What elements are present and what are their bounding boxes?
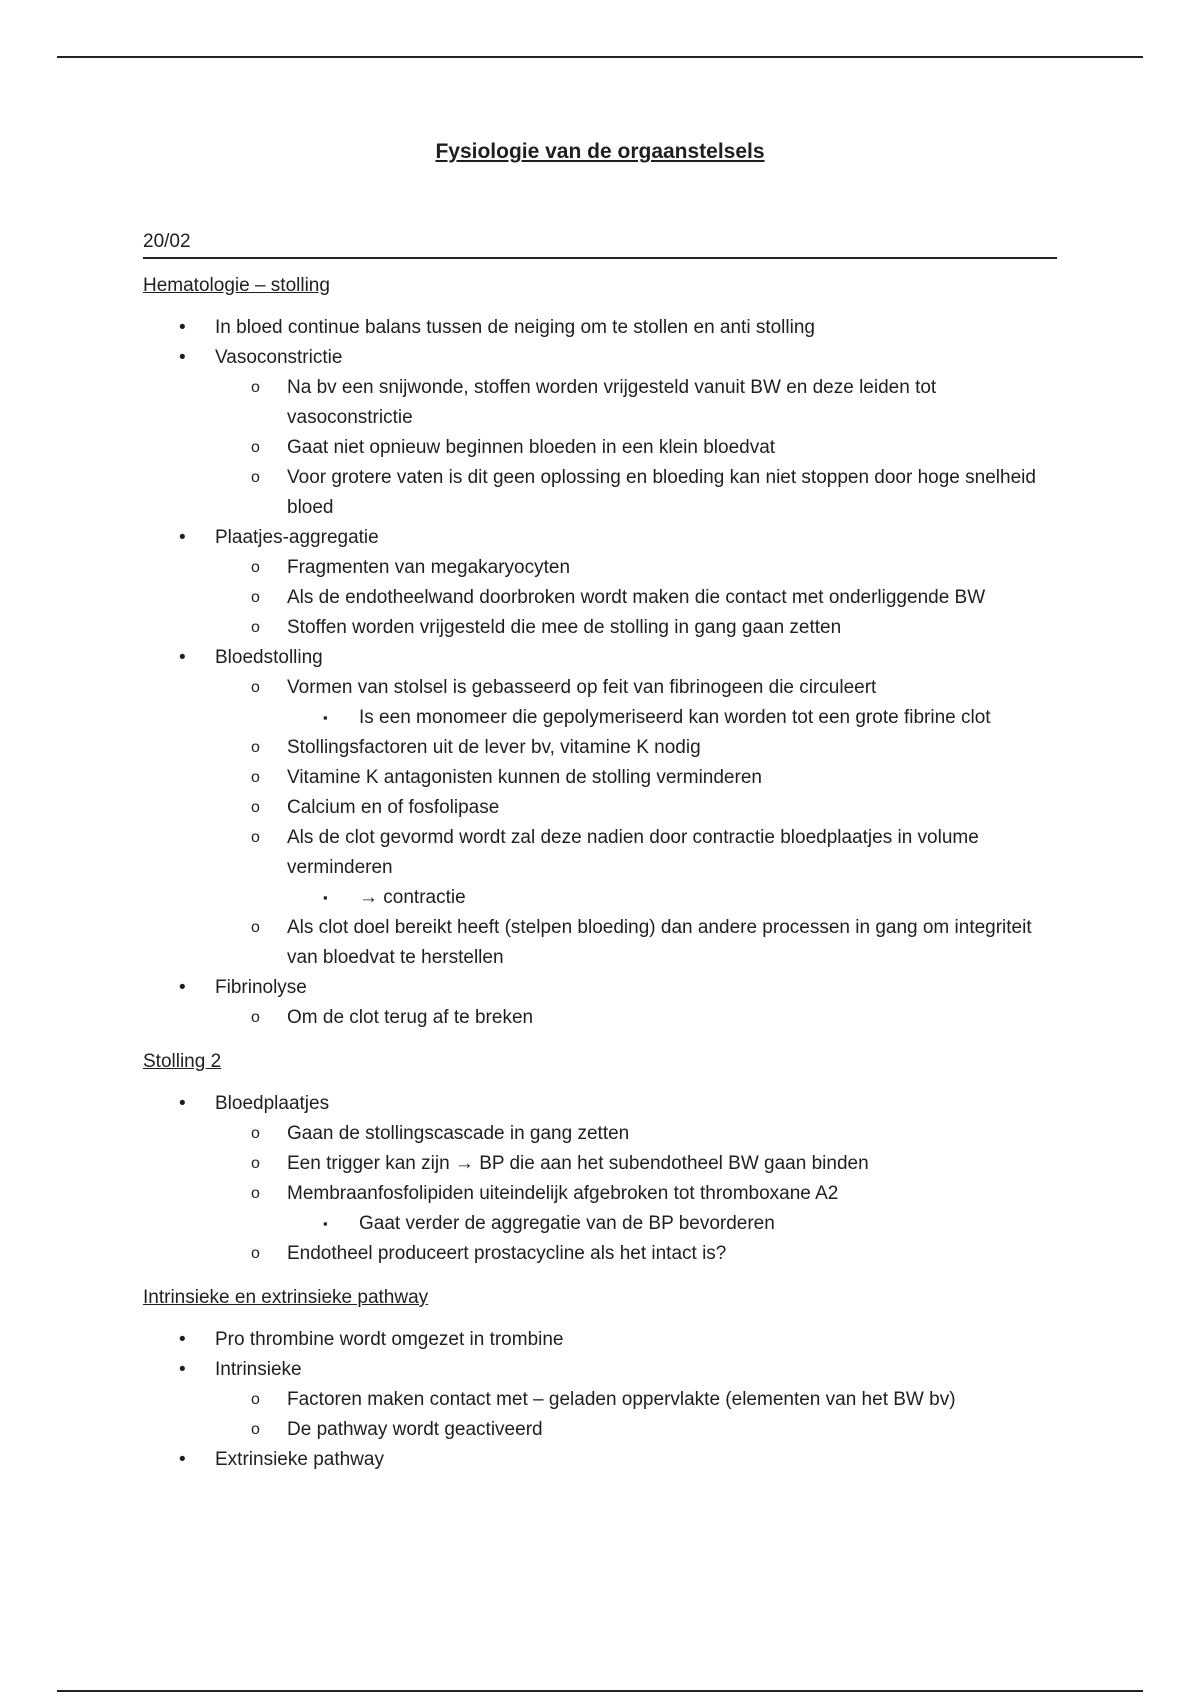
list-item-text: Vormen van stolsel is gebasseerd op feit van fibrinogeen die circuleert [287,677,877,698]
bullet-circle-icon: o [251,469,260,486]
bullet-list-level-3 [287,883,1057,913]
list-item [287,703,1057,733]
bullet-circle-icon: o [251,589,260,606]
list-item [215,553,1057,583]
list-item-text: Extrinsieke pathway [215,1449,384,1470]
list-item-text: Plaatjes-aggregatie [215,527,379,548]
top-rule [57,56,1143,58]
list-item-text: Fragmenten van megakaryocyten [287,557,571,578]
list-item-text: → contractie [359,887,466,908]
bullet-list-level-3 [287,1209,1057,1239]
list-item [215,913,1057,973]
list-item [215,1239,1057,1269]
list-item [215,733,1057,763]
list-item-text: De pathway wordt geactiveerd [287,1419,543,1440]
list-item-text: Calcium en of fosfolipase [287,797,500,818]
bullet-circle-icon: o [251,1185,260,1202]
bullet-circle-icon: o [251,1245,260,1262]
list-item [143,643,1057,973]
list-item [215,463,1057,523]
list-item-text: Als de endotheelwand doorbroken wordt maken die contact met onderliggende BW [287,587,986,608]
bottom-rule [57,1690,1143,1692]
bullet-circle-icon: o [251,919,260,936]
list-item-text: Pro thrombine wordt omgezet in trombine [215,1329,564,1350]
list-item-text: Factoren maken contact met – geladen oppervlakte (elementen van het BW bv) [287,1389,956,1410]
list-item-text: Stollingsfactoren uit de lever bv, vitamine K nodig [287,737,701,758]
bullet-circle-icon: o [251,739,260,756]
bullet-dot-icon: • [179,347,186,368]
bullet-circle-icon: o [251,1421,260,1438]
bullet-list-level-2 [215,1385,1057,1445]
bullet-list-level-2 [215,553,1057,643]
list-item-text: Om de clot terug af te breken [287,1007,534,1028]
bullet-circle-icon: o [251,829,260,846]
bullet-list-level-1 [143,313,1057,1033]
list-item [215,613,1057,643]
bullet-dot-icon: • [179,1359,186,1380]
list-item-text: Endotheel produceert prostacycline als het intact is? [287,1243,727,1264]
bullet-circle-icon: o [251,769,260,786]
document-body [143,140,1057,1493]
list-item-text: Voor grotere vaten is dit geen oplossing en bloeding kan niet stoppen door hoge snelheid bloed [287,467,1036,518]
bullet-dot-icon: • [179,317,186,338]
bullet-dot-icon: • [179,977,186,998]
section [143,1051,1057,1269]
list-item [215,673,1057,733]
list-item [215,1415,1057,1445]
list-item [215,1179,1057,1239]
bullet-list-level-2 [215,373,1057,523]
section-heading: Hematologie – stolling [143,275,330,296]
list-item-text: Vasoconstrictie [215,347,343,368]
list-item-text: Gaan de stollingscascade in gang zetten [287,1123,630,1144]
bullet-dot-icon: • [179,647,186,668]
bullet-square-icon: ▪ [323,890,328,905]
bullet-circle-icon: o [251,559,260,576]
list-item-text: Als de clot gevormd wordt zal deze nadien door contractie bloedplaatjes in volume verminderen [287,827,979,878]
bullet-circle-icon: o [251,1009,260,1026]
bullet-circle-icon: o [251,1391,260,1408]
list-item [143,523,1057,643]
bullet-dot-icon: • [179,527,186,548]
section-heading: Stolling 2 [143,1051,222,1072]
list-item [215,1149,1057,1179]
section [143,275,1057,1033]
bullet-square-icon: ▪ [323,1216,328,1231]
bullet-list-level-1 [143,1325,1057,1475]
sections-container [143,275,1057,1475]
bullet-dot-icon: • [179,1093,186,1114]
list-item-text: Membraanfosfolipiden uiteindelijk afgebroken tot thromboxane A2 [287,1183,839,1204]
list-item [143,1445,1057,1475]
list-item-text: Gaat niet opnieuw beginnen bloeden in een klein bloedvat [287,437,776,458]
list-item-text: Gaat verder de aggregatie van de BP bevorderen [359,1213,775,1234]
bullet-circle-icon: o [251,439,260,456]
bullet-list-level-2 [215,1003,1057,1033]
bullet-circle-icon: o [251,799,260,816]
bullet-list-level-2 [215,673,1057,973]
list-item [143,343,1057,523]
date-line: 20/02 [143,231,1057,259]
list-item [287,1209,1057,1239]
list-item [215,1385,1057,1415]
list-item-text: Bloedstolling [215,647,323,668]
list-item-text: Intrinsieke [215,1359,302,1380]
bullet-circle-icon: o [251,1155,260,1172]
section [143,1287,1057,1475]
list-item-text: Stoffen worden vrijgesteld die mee de stolling in gang gaan zetten [287,617,842,638]
bullet-list-level-1 [143,1089,1057,1269]
list-item [215,793,1057,823]
list-item-text: Na bv een snijwonde, stoffen worden vrijgesteld vanuit BW en deze leiden tot vasoconstrictie [287,377,937,428]
list-item-text: In bloed continue balans tussen de neiging om te stollen en anti stolling [215,317,815,338]
list-item [215,1003,1057,1033]
list-item [143,1355,1057,1445]
list-item [215,433,1057,463]
bullet-dot-icon: • [179,1449,186,1470]
section-heading: Intrinsieke en extrinsieke pathway [143,1287,429,1308]
list-item [143,1089,1057,1269]
list-item [143,313,1057,343]
list-item [215,1119,1057,1149]
list-item [143,1325,1057,1355]
list-item [215,763,1057,793]
list-item-text: Fibrinolyse [215,977,307,998]
list-item-text: Is een monomeer die gepolymeriseerd kan worden tot een grote fibrine clot [359,707,991,728]
list-item-text: Bloedplaatjes [215,1093,330,1114]
bullet-dot-icon: • [179,1329,186,1350]
bullet-list-level-3 [287,703,1057,733]
list-item-text: Als clot doel bereikt heeft (stelpen bloeding) dan andere processen in gang om integriteit van bloedvat te herstellen [287,917,1032,968]
bullet-circle-icon: o [251,619,260,636]
list-item [215,373,1057,433]
bullet-circle-icon: o [251,1125,260,1142]
list-item [143,973,1057,1033]
document-title: Fysiologie van de orgaanstelsels [435,140,765,163]
list-item [215,583,1057,613]
bullet-circle-icon: o [251,379,260,396]
list-item [215,823,1057,913]
list-item-text: Een trigger kan zijn → BP die aan het subendotheel BW gaan binden [287,1153,869,1174]
bullet-list-level-2 [215,1119,1057,1269]
bullet-square-icon: ▪ [323,710,328,725]
list-item [287,883,1057,913]
list-item-text: Vitamine K antagonisten kunnen de stolling verminderen [287,767,762,788]
bullet-circle-icon: o [251,679,260,696]
